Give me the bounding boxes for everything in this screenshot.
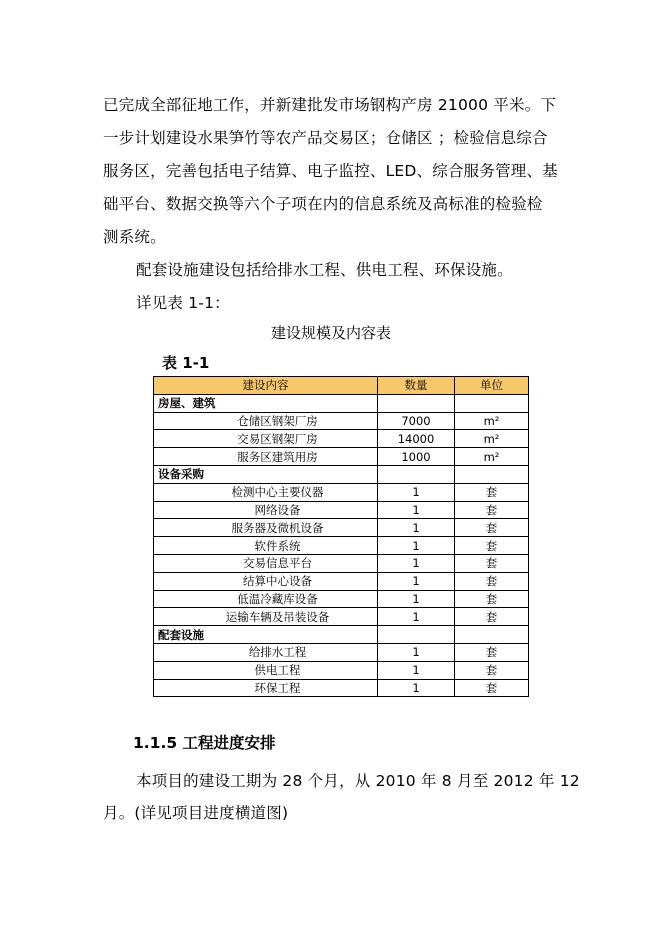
table-row [154,554,529,572]
cell-unit: m² [455,448,529,466]
cell-unit: 套 [455,572,529,590]
section-line: 本项目的建设工期为 28 个月，从 2010 年 8 月至 2012 年 12 [136,772,580,790]
paragraph-line: 服务区，完善包括电子结算、电子监控、LED、综合服务管理、基 [103,162,558,180]
header-content: 建设内容 [154,377,378,395]
header-unit: 单位 [455,377,529,395]
cell-content: 服务器及微机设备 [154,519,378,537]
table-row [154,430,529,448]
table-label: 表 1-1 [162,354,210,372]
category-quantity-empty [378,394,455,412]
cell-quantity: 7000 [378,412,455,430]
table-category-row [154,465,529,483]
category-label: 房屋、建筑 [154,394,378,412]
table-row [154,572,529,590]
cell-content: 环保工程 [154,679,378,697]
cell-quantity: 1 [378,590,455,608]
cell-quantity: 1 [378,554,455,572]
paragraph-line: 已完成全部征地工作，并新建批发市场钢构产房 21000 平米。下 [103,96,557,114]
category-unit-empty [455,394,529,412]
paragraph-line: 一步计划建设水果笋竹等农产品交易区；仓储区 ；检验信息综合 [103,129,548,147]
category-label: 设备采购 [154,465,378,483]
table-category-row [154,394,529,412]
cell-content: 交易信息平台 [154,554,378,572]
cell-content: 网络设备 [154,501,378,519]
cell-unit: 套 [455,554,529,572]
cell-unit: m² [455,412,529,430]
cell-quantity: 1 [378,572,455,590]
table-row [154,483,529,501]
table-row [154,590,529,608]
cell-content: 服务区建筑用房 [154,448,378,466]
cell-unit: 套 [455,537,529,555]
cell-unit: 套 [455,608,529,626]
table-row [154,537,529,555]
table-row [154,608,529,626]
paragraph-line: 测系统。 [103,228,166,246]
cell-content: 检测中心主要仪器 [154,483,378,501]
cell-quantity: 1 [378,519,455,537]
cell-unit: 套 [455,661,529,679]
cell-quantity: 1 [378,537,455,555]
category-unit-empty [455,626,529,644]
cell-content: 结算中心设备 [154,572,378,590]
category-quantity-empty [378,626,455,644]
cell-quantity: 1 [378,643,455,661]
cell-content: 仓储区钢架厂房 [154,412,378,430]
cell-unit: 套 [455,679,529,697]
table-row [154,679,529,697]
cell-quantity: 1 [378,483,455,501]
cell-quantity: 1 [378,608,455,626]
cell-unit: 套 [455,590,529,608]
category-unit-empty [455,465,529,483]
cell-quantity: 1 [378,661,455,679]
table-row [154,661,529,679]
cell-quantity: 1 [378,501,455,519]
table-row [154,501,529,519]
cell-unit: 套 [455,643,529,661]
paragraph-line: 础平台、数据交换等六个子项在内的信息系统及高标准的检验检 [103,195,543,213]
section-line: 月。(详见项目进度横道图) [103,804,289,822]
table-category-row [154,626,529,644]
cell-content: 低温冷藏库设备 [154,590,378,608]
table-row [154,519,529,537]
table-row [154,448,529,466]
section-heading: 1.1.5 工程进度安排 [133,734,276,752]
table-row [154,412,529,430]
cell-content: 给排水工程 [154,643,378,661]
table-row [154,643,529,661]
header-quantity: 数量 [378,377,455,395]
cell-quantity: 1 [378,679,455,697]
table-title: 建设规模及内容表 [270,324,391,342]
cell-unit: 套 [455,519,529,537]
construction-scale-table [153,376,529,697]
cell-quantity: 14000 [378,430,455,448]
cell-content: 运输车辆及吊装设备 [154,608,378,626]
paragraph-line: 详见表 1-1： [136,294,230,312]
cell-unit: 套 [455,483,529,501]
category-label: 配套设施 [154,626,378,644]
paragraph-line: 配套设施建设包括给排水工程、供电工程、环保设施。 [136,261,513,279]
cell-unit: 套 [455,501,529,519]
table-header-row [154,377,529,395]
cell-content: 交易区钢架厂房 [154,430,378,448]
cell-quantity: 1000 [378,448,455,466]
cell-unit: m² [455,430,529,448]
category-quantity-empty [378,465,455,483]
cell-content: 供电工程 [154,661,378,679]
cell-content: 软件系统 [154,537,378,555]
